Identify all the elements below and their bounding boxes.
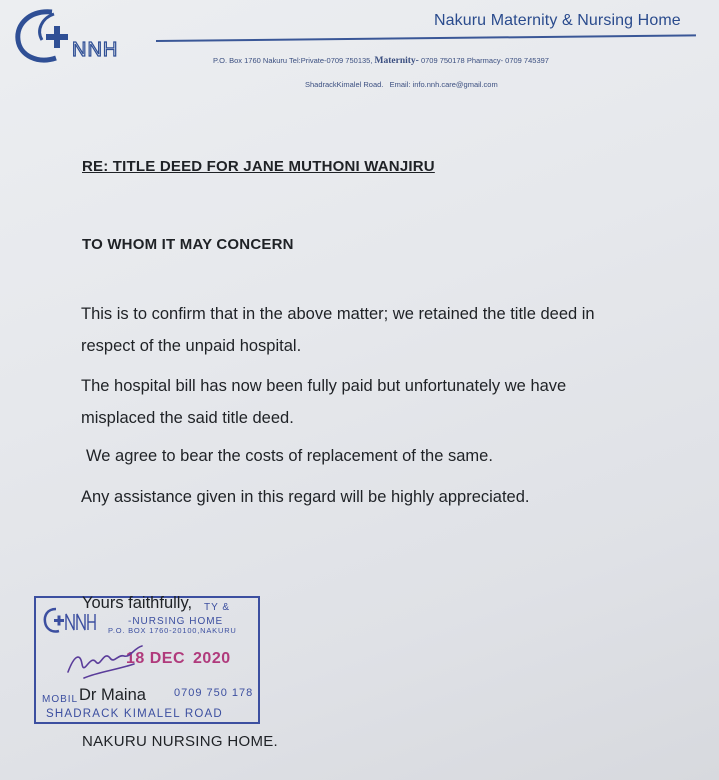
stamp-address: P.O. BOX 1760-20100,NAKURU bbox=[108, 626, 237, 635]
stamp-name-line2: -NURSING HOME bbox=[128, 616, 224, 627]
org-name: Nakuru Maternity & Nursing Home bbox=[434, 12, 681, 29]
letter-closing: Yours faithfully, bbox=[82, 594, 193, 612]
stamp-date-day-month: 18 DEC bbox=[126, 650, 186, 667]
paragraph-confirmation bbox=[81, 298, 595, 362]
svg-text:NNH: NNH bbox=[72, 39, 119, 61]
contact-maternity-label: Maternity- bbox=[374, 56, 419, 66]
stamp-date-year: 2020 bbox=[193, 650, 231, 667]
paragraph-line: respect of the unpaid hospital. bbox=[81, 337, 302, 355]
nnh-logo-icon bbox=[12, 4, 162, 70]
paragraph-assistance bbox=[81, 481, 530, 513]
stamp-mobile-label: MOBIL bbox=[42, 694, 79, 705]
paragraph-line: This is to confirm that in the above matter; we retained the title deed in bbox=[81, 305, 595, 323]
contact-po: P.O. Box 1760 Nakuru Tel:Private-0709 750135, bbox=[213, 56, 373, 65]
handwritten-signature bbox=[64, 642, 148, 686]
stamp-name-line1: TY & bbox=[204, 602, 231, 613]
stamp-road: SHADRACK KIMALEL ROAD bbox=[46, 708, 223, 720]
contact-address: ShadrackKimalel Road. bbox=[305, 80, 384, 89]
paragraph-line: The hospital bill has now been fully paid but unfortunately we have bbox=[81, 377, 567, 395]
contact-line-phones bbox=[213, 56, 549, 66]
paragraph-costs bbox=[86, 440, 493, 472]
paragraph-line: Any assistance given in this regard will be highly appreciated. bbox=[81, 488, 530, 506]
paragraph-bill-paid bbox=[81, 370, 566, 434]
letterhead-divider bbox=[156, 34, 696, 42]
letter-subject: RE: TITLE DEED FOR JANE MUTHONI WANJIRU bbox=[82, 158, 435, 175]
paragraph-line: misplaced the said title deed. bbox=[81, 409, 294, 427]
contact-email: Email: info.nnh.care@gmail.com bbox=[389, 80, 498, 89]
contact-numbers: 0709 750178 Pharmacy- 0709 745397 bbox=[420, 56, 549, 65]
paragraph-line: We agree to bear the costs of replacement of the same. bbox=[86, 447, 493, 465]
stamp-mobile: 0709 750 178 bbox=[174, 687, 254, 699]
letter-salutation: TO WHOM IT MAY CONCERN bbox=[82, 236, 294, 253]
contact-line-address bbox=[305, 80, 498, 89]
signer-organization: NAKURU NURSING HOME. bbox=[82, 733, 279, 750]
signer-name: Dr Maina bbox=[79, 686, 146, 704]
